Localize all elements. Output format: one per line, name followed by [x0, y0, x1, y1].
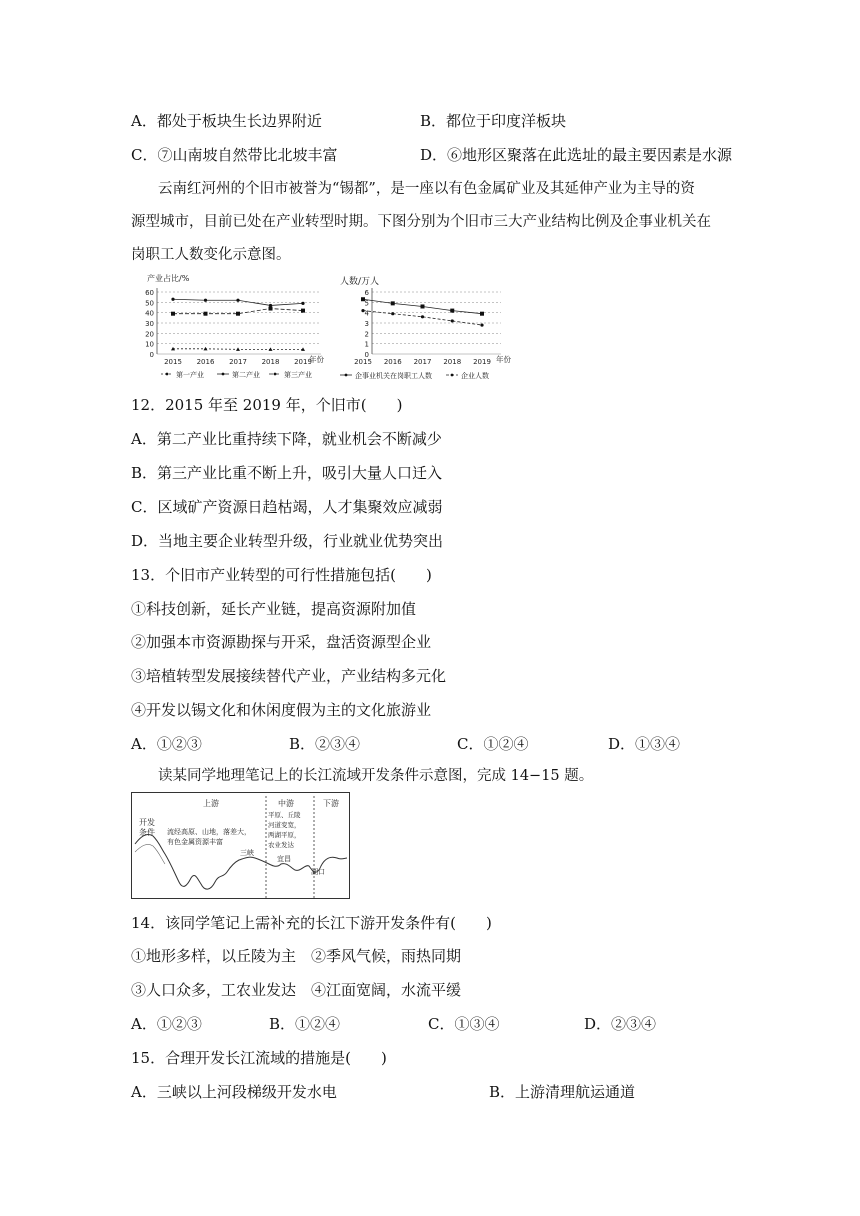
q15-option-a: A．三峡以上河段梯级开发水电: [131, 1083, 337, 1101]
y-tick-label: 0: [149, 351, 154, 359]
x-tick-label: 2018: [261, 358, 280, 366]
q13-option-a: A．①②③: [131, 735, 202, 753]
x-tick-label: 2017: [229, 358, 247, 366]
y-tick-label: 1: [364, 340, 369, 349]
y-tick-label: 30: [145, 320, 154, 328]
data-point: [171, 312, 175, 316]
q14-option-c: C．①③④: [428, 1015, 500, 1033]
q12-option-b: B．第三产业比重不断上升，吸引大量人口迁入: [131, 464, 443, 482]
diagram-frame: [132, 793, 350, 899]
legend-marker: [222, 373, 225, 376]
q13-option-b: B．②③④: [289, 735, 361, 753]
legend-marker: [345, 374, 348, 377]
q11-option-b: B．都位于印度洋板块: [420, 112, 567, 130]
data-point: [361, 297, 365, 301]
middle-text-4: 农业发达: [268, 841, 294, 849]
chart1-ylabel: 产业占比/%: [147, 274, 190, 283]
q11-option-c: C．⑦山南坡自然带比北坡丰富: [131, 146, 338, 164]
data-point: [480, 312, 484, 316]
legend-marker: [274, 373, 277, 376]
industry-share-chart: [131, 270, 327, 386]
y-tick-label: 0: [364, 351, 369, 359]
x-tick-label: 2016: [196, 358, 215, 366]
data-point: [204, 299, 207, 302]
q14-items-line2: ③人口众多，工农业发达 ④江面宽阔，水流平缓: [131, 981, 462, 999]
q15-stem: 15．合理开发长江流域的措施是( ): [131, 1049, 387, 1067]
chart2-xlabel: 年份: [496, 355, 511, 364]
q11-option-d: D．⑥地形区聚落在此选址的最主要因素是水源: [420, 146, 733, 164]
x-tick-label: 2018: [443, 358, 462, 366]
chart1-xlabel: 年份: [309, 355, 324, 364]
legend-label: 第一产业: [176, 371, 204, 379]
q14-items-line1: ①地形多样，以丘陵为主 ②季风气候，雨热同期: [131, 947, 462, 965]
q11-option-a: A．都处于板块生长边界附近: [131, 112, 322, 130]
y-tick-label: 4: [364, 309, 369, 318]
data-point: [421, 304, 425, 308]
y-tick-label: 20: [145, 330, 154, 339]
data-point: [391, 312, 394, 315]
data-point: [269, 307, 273, 311]
middle-text-1: 平原、丘陵: [268, 811, 301, 819]
q12-stem: 12．2015 年至 2019 年，个旧市( ): [131, 396, 403, 414]
label-upper: 上游: [203, 799, 219, 808]
q12-option-d: D．当地主要企业转型升级，行业就业优势突出: [131, 532, 444, 550]
data-point: [236, 299, 239, 302]
q13-item-2: ②加强本市资源勘探与开采，盘活资源型企业: [131, 633, 432, 651]
q13-item-4: ④开发以锡文化和休闲度假为主的文化旅游业: [131, 701, 432, 719]
data-point: [391, 301, 395, 305]
q13-option-d: D．①③④: [608, 735, 681, 753]
data-point: [236, 312, 240, 316]
x-tick-label: 2015: [354, 358, 372, 366]
data-point: [171, 298, 174, 301]
x-tick-label: 2015: [164, 358, 182, 366]
data-point: [204, 312, 208, 316]
label-hukou: 湖口: [311, 868, 325, 876]
chart2-ylabel: 人数/万人: [340, 277, 380, 287]
x-tick-label: 2019: [473, 358, 491, 366]
legend-marker: [166, 373, 169, 376]
q13-item-1: ①科技创新，延长产业链，提高资源附加值: [131, 600, 417, 618]
data-point: [480, 323, 483, 326]
q13-option-c: C．①②④: [457, 735, 529, 753]
data-point: [451, 319, 454, 322]
upper-text-2: 有色金属资源丰富: [167, 838, 223, 846]
x-tick-label: 2016: [383, 358, 402, 366]
x-tick-label: 2019: [294, 358, 312, 366]
y-tick-label: 6: [364, 289, 369, 297]
y-tick-label: 60: [145, 289, 154, 297]
employee-count-chart: [336, 270, 516, 386]
legend-label: 企业人数: [461, 372, 489, 380]
upper-text-1: 流经高原、山地，落差大，: [167, 828, 251, 836]
middle-text-3: 两湖平原，: [268, 831, 301, 839]
q14-option-d: D．②③④: [584, 1015, 657, 1033]
y-tick-label: 3: [364, 320, 369, 328]
y-tick-label: 40: [145, 309, 154, 318]
middle-text-2: 河道变宽，: [268, 821, 301, 829]
data-point: [236, 347, 240, 351]
data-point: [450, 309, 454, 313]
q14-stem: 14．该同学笔记上需补充的长江下游开发条件有( ): [131, 914, 492, 932]
x-tick-label: 2017: [413, 358, 432, 366]
q12-option-c: C．区域矿产资源日趋枯竭，人才集聚效应减弱: [131, 498, 443, 516]
legend-label: 第二产业: [232, 371, 260, 379]
label-middle: 中游: [278, 799, 294, 808]
dev-cond-2: 条件: [139, 828, 155, 837]
y-tick-label: 10: [145, 340, 154, 349]
data-point: [361, 309, 364, 312]
y-tick-label: 50: [145, 299, 154, 308]
q12-option-a: A．第二产业比重持续下降，就业机会不断减少: [131, 430, 442, 448]
data-point: [301, 309, 305, 313]
label-yichang: 宜昌: [277, 855, 291, 863]
dev-cond-1: 开发: [139, 818, 155, 827]
passage1-line3: 岗职工人数变化示意图。: [131, 247, 291, 263]
q14-option-a: A．①②③: [131, 1015, 202, 1033]
q15-option-b: B．上游清理航运通道: [489, 1083, 636, 1101]
passage2: 读某同学地理笔记上的长江流域开发条件示意图，完成 14−15 题。: [158, 768, 594, 784]
passage1-line1: 云南红河州的个旧市被誉为“锡都”，是一座以有色金属矿业及其延伸产业为主导的资: [158, 181, 695, 197]
y-tick-label: 2: [364, 330, 369, 339]
legend-marker: [451, 374, 454, 377]
q13-item-3: ③培植转型发展接续替代产业，产业结构多元化: [131, 667, 447, 685]
data-point: [301, 302, 304, 305]
q14-option-b: B．①②④: [269, 1015, 341, 1033]
legend-label: 第三产业: [284, 371, 312, 379]
yangtze-diagram: [131, 792, 351, 900]
legend-label: 企事业机关在岗职工人数: [355, 372, 432, 380]
label-sanxia: 三峡: [240, 849, 254, 857]
data-point: [421, 315, 424, 318]
q13-stem: 13．个旧市产业转型的可行性措施包括( ): [131, 566, 432, 584]
y-tick-label: 5: [364, 299, 369, 308]
passage1-line2: 源型城市，目前已处在产业转型时期。下图分别为个旧市三大产业结构比例及企事业机关在: [131, 214, 711, 230]
label-lower: 下游: [323, 799, 339, 808]
